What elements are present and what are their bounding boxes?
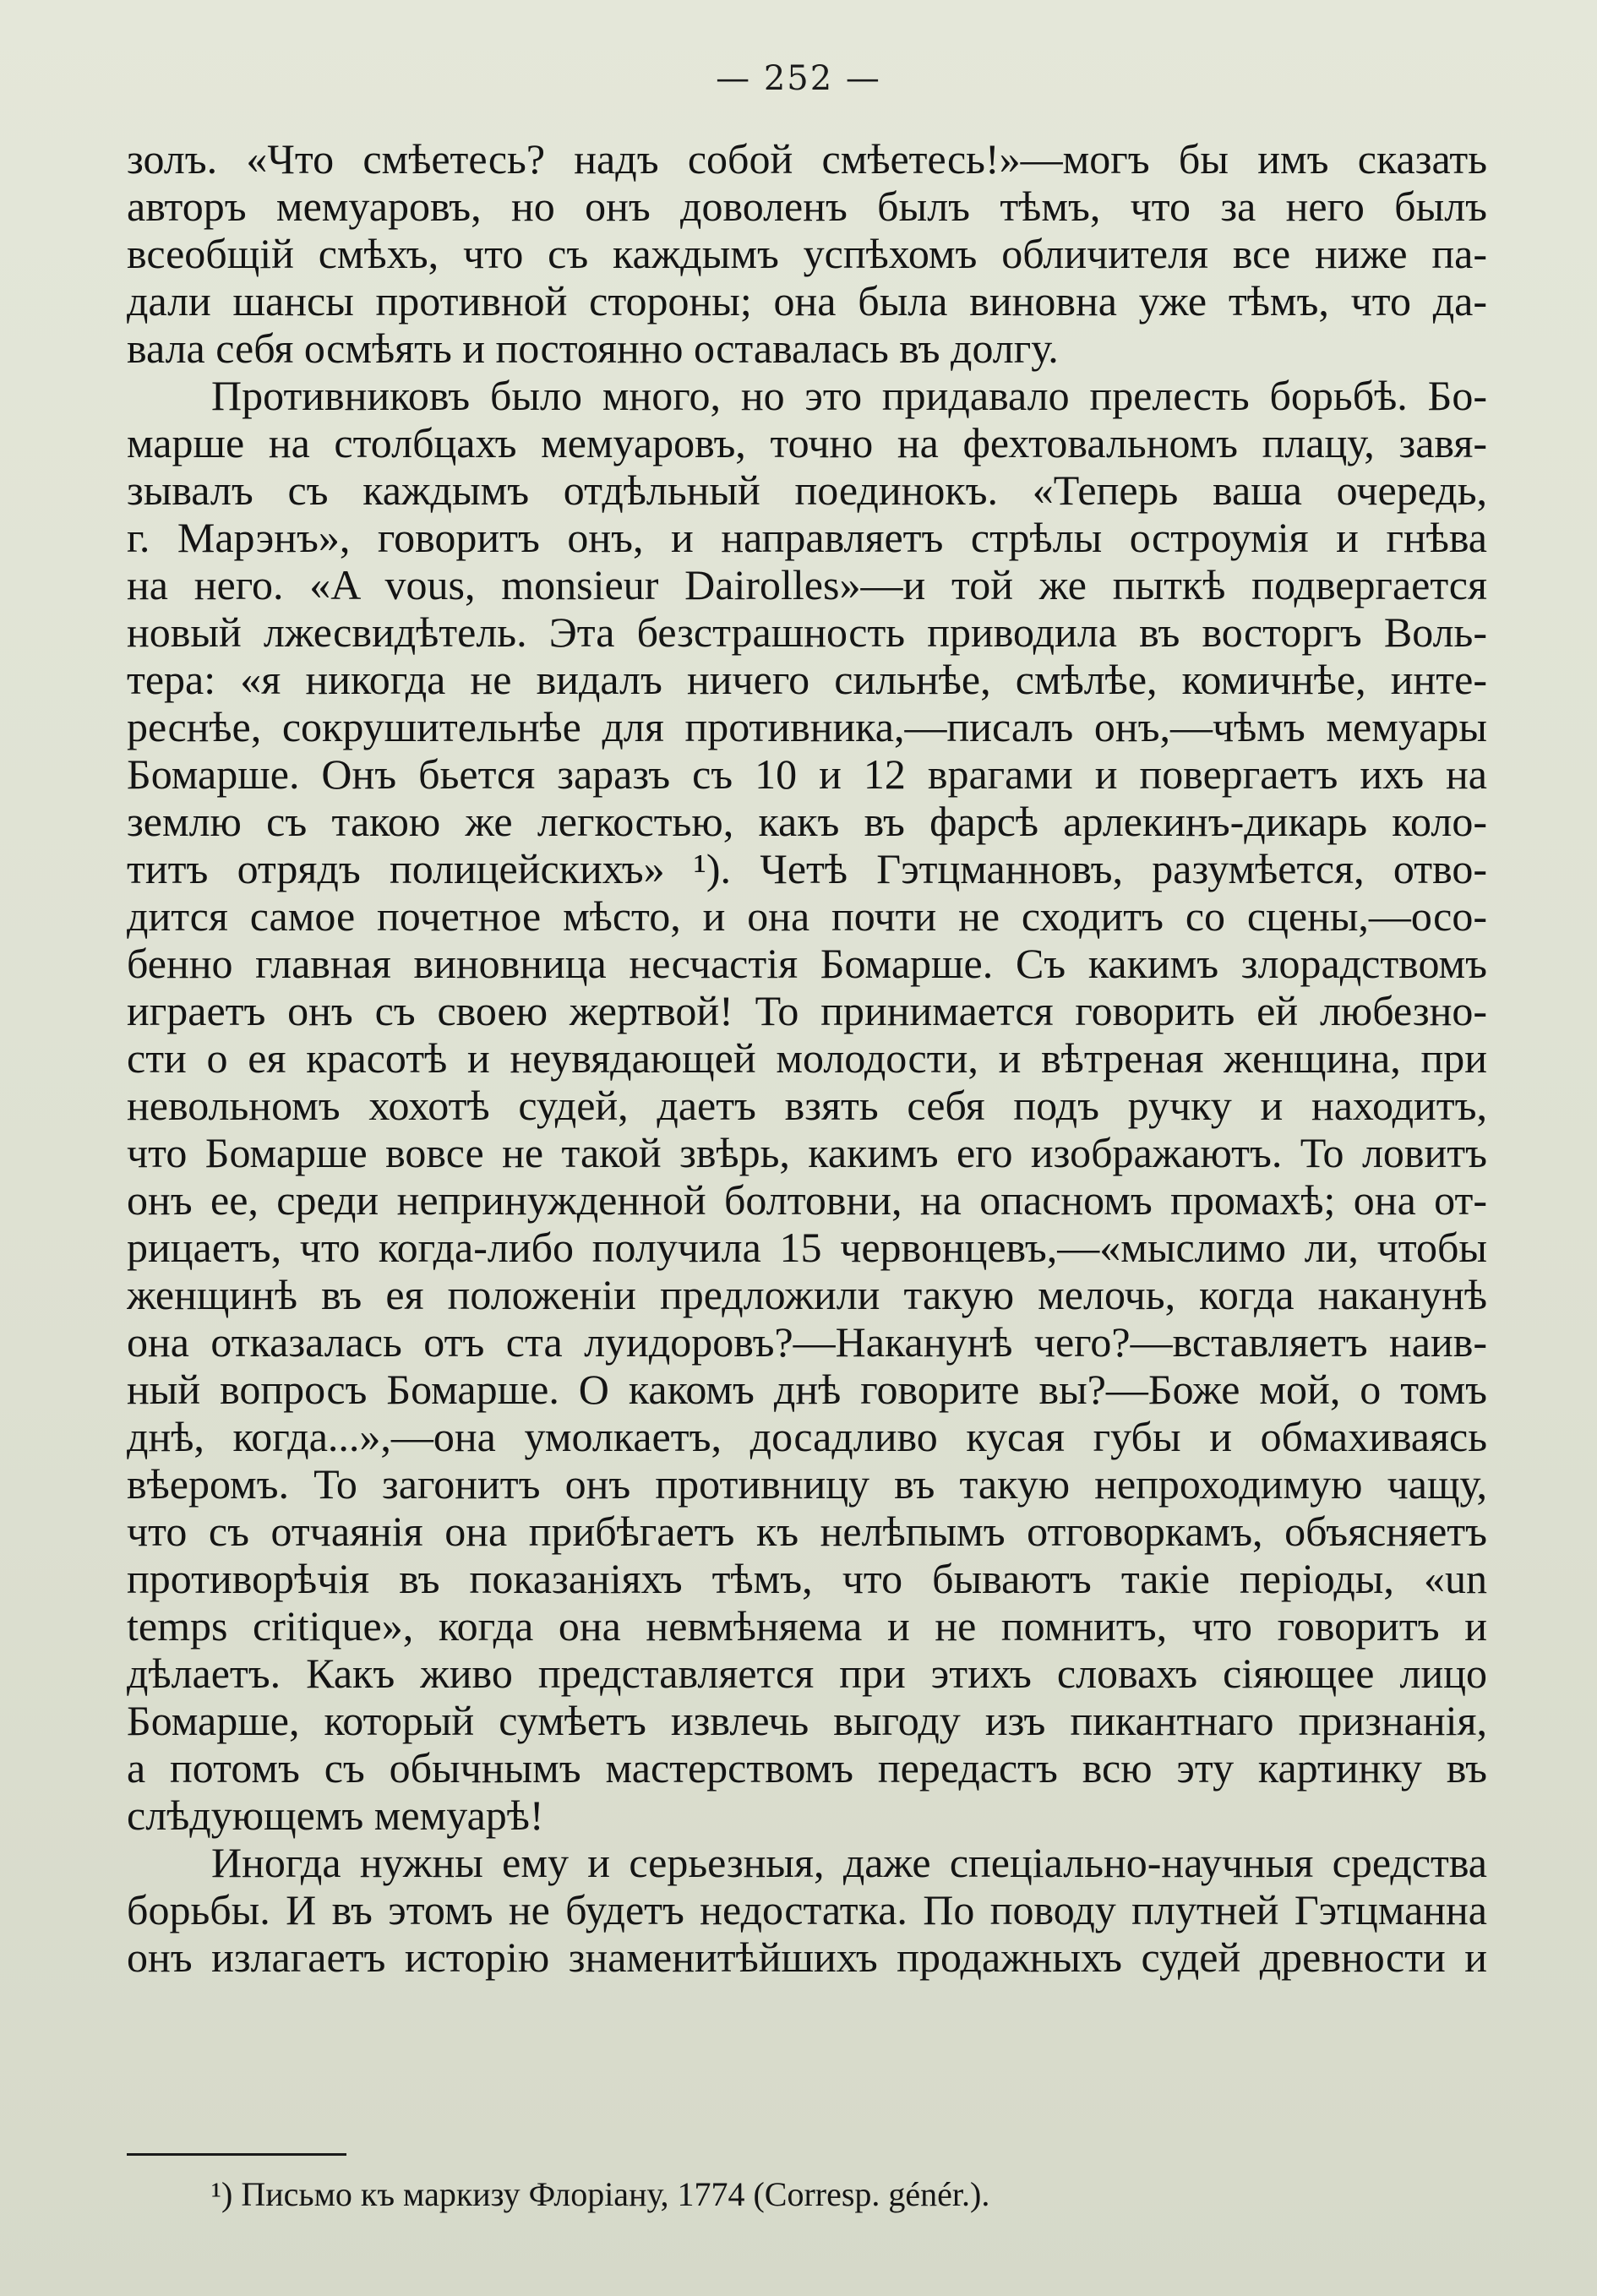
- text-line: слѣдующемъ мемуарѣ!: [127, 1792, 544, 1839]
- text-line: авторъ мемуаровъ, но онъ доволенъ былъ тѣмъ, что за него былъ: [127, 183, 1487, 230]
- text-line: онъ излагаетъ исторію знаменитѣйшихъ продажныхъ судей древности и: [127, 1933, 1487, 1981]
- text-line: золъ. «Что смѣетесь? надъ собой смѣетесь!»—могъ бы имъ сказать: [127, 135, 1487, 183]
- text-line: реснѣе, сокрушительнѣе для противника,—писалъ онъ,—чѣмъ мемуары: [127, 703, 1487, 750]
- text-line: противорѣчія въ показаніяхъ тѣмъ, что бываютъ такіе періоды, «un: [127, 1555, 1487, 1602]
- text-line: сти о ея красотѣ и неувядающей молодости, и вѣтреная женщина, при: [127, 1034, 1487, 1082]
- page-number: — 252 —: [716, 59, 881, 98]
- text-line: днѣ, когда...»,—она умолкаетъ, досадливо кусая губы и обмахиваясь: [127, 1413, 1487, 1460]
- text-line: она отказалась отъ ста луидоровъ?—Наканунѣ чего?—вставляетъ наив-: [127, 1318, 1487, 1366]
- text-line: дѣлаетъ. Какъ живо представляется при этихъ словахъ сіяющее лицо: [127, 1650, 1487, 1697]
- text-line: что Бомарше вовсе не такой звѣрь, какимъ его изображаютъ. То ловитъ: [127, 1129, 1487, 1176]
- text-line: Иногда нужны ему и серьезныя, даже спеціально-научныя средства: [211, 1839, 1487, 1886]
- text-line: на него. «A vous, monsieur Dairolles»—и той же пыткѣ подвергается: [127, 561, 1487, 608]
- body-text: [127, 135, 1487, 1981]
- text-line: Бомарше. Онъ бьется заразъ съ 10 и 12 врагами и повергаетъ ихъ на: [127, 750, 1487, 798]
- text-line: ный вопросъ Бомарше. О какомъ днѣ говорите вы?—Боже мой, о томъ: [127, 1366, 1487, 1413]
- text-line: рицаетъ, что когда-либо получила 15 червонцевъ,—«мыслимо ли, чтобы: [127, 1224, 1487, 1271]
- footnote: ¹) Письмо къ маркизу Флоріану, 1774 (Corresp. génér.).: [211, 2175, 990, 2213]
- text-line: вала себя осмѣять и постоянно оставалась въ долгу.: [127, 324, 1059, 372]
- text-line: всеобщій смѣхъ, что съ каждымъ успѣхомъ обличителя все ниже па-: [127, 230, 1487, 277]
- text-line: новый лжесвидѣтель. Эта безстрашность приводила въ восторгъ Воль-: [127, 608, 1487, 656]
- text-line: что съ отчаянія она прибѣгаетъ къ нелѣпымъ отговоркамъ, объясняетъ: [127, 1508, 1487, 1555]
- text-line: вѣеромъ. То загонитъ онъ противницу въ такую непроходимую чащу,: [127, 1460, 1487, 1508]
- text-line: тера: «я никогда не видалъ ничего сильнѣе, смѣлѣе, комичнѣе, инте-: [127, 656, 1487, 703]
- text-line: невольномъ хохотѣ судей, даетъ взять себя подъ ручку и находитъ,: [127, 1082, 1487, 1129]
- text-line: землю съ такою же легкостью, какъ въ фарсѣ арлекинъ-дикарь коло-: [127, 798, 1487, 845]
- text-line: дали шансы противной стороны; она была виновна уже тѣмъ, что да-: [127, 277, 1487, 324]
- text-line: зывалъ съ каждымъ отдѣльный поединокъ. «Теперь ваша очередь,: [127, 466, 1487, 514]
- text-line: онъ ее, среди непринужденной болтовни, на опасномъ промахѣ; она от-: [127, 1176, 1487, 1224]
- text-line: дится самое почетное мѣсто, и она почти не сходитъ со сцены,—осо-: [127, 892, 1487, 940]
- text-line: г. Марэнъ», говоритъ онъ, и направляетъ стрѣлы остроумія и гнѣва: [127, 514, 1487, 561]
- text-line: женщинѣ въ ея положеніи предложили такую мелочь, когда наканунѣ: [127, 1271, 1487, 1318]
- text-line: Противниковъ было много, но это придавало прелесть борьбѣ. Бо-: [211, 372, 1487, 419]
- text-line: бенно главная виновница несчастія Бомарше. Съ какимъ злорадствомъ: [127, 940, 1487, 987]
- text-line: а потомъ съ обычнымъ мастерствомъ передастъ всю эту картинку въ: [127, 1744, 1487, 1792]
- text-line: temps critique», когда она невмѣняема и не помнитъ, что говоритъ и: [127, 1602, 1487, 1650]
- text-line: Бомарше, который сумѣетъ извлечь выгоду изъ пикантнаго признанія,: [127, 1697, 1487, 1744]
- text-line: марше на столбцахъ мемуаровъ, точно на фехтовальномъ плацу, завя-: [127, 419, 1487, 466]
- text-line: титъ отрядъ полицейскихъ» ¹). Четѣ Гэтцманновъ, разумѣется, отво-: [127, 845, 1487, 892]
- text-line: играетъ онъ съ своею жертвой! То принимается говорить ей любезно-: [127, 987, 1487, 1034]
- footnote-divider: [127, 2153, 346, 2156]
- text-line: борьбы. И въ этомъ не будетъ недостатка. По поводу плутней Гэтцманна: [127, 1886, 1487, 1933]
